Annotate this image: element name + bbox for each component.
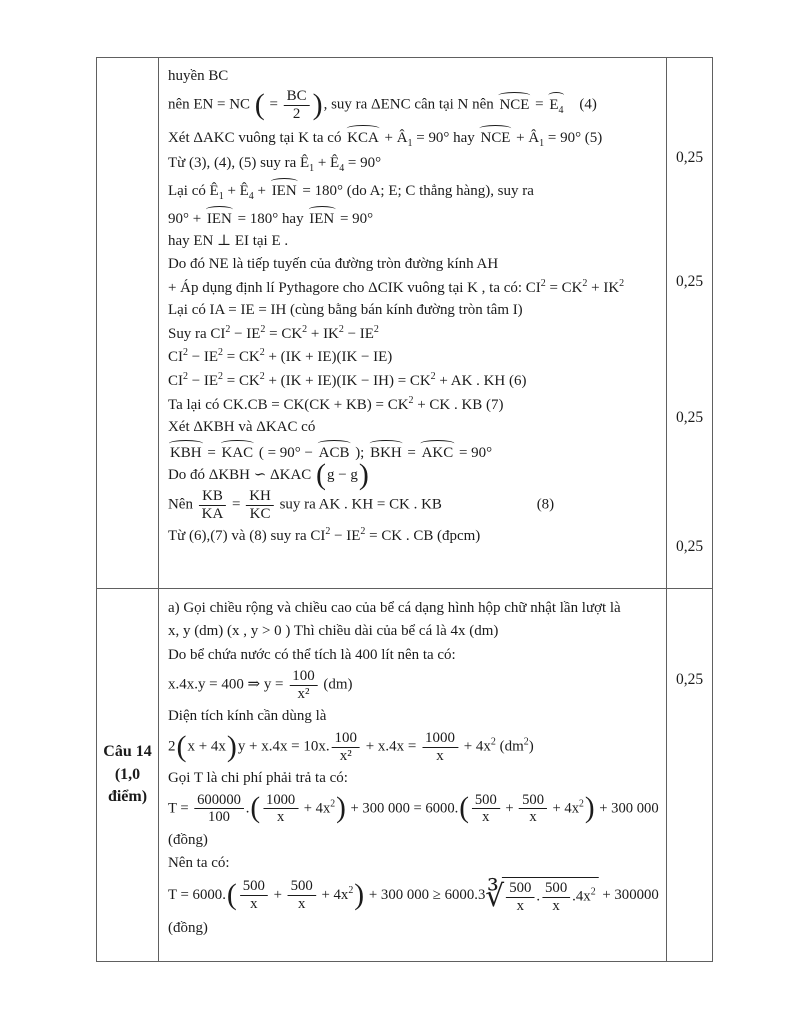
wide-hat-angle: IEN: [307, 206, 336, 229]
wide-hat-angle: KBH: [168, 440, 204, 463]
fraction: $\frac{KH}{KC}$: [244, 488, 276, 523]
math-line: (đồng): [168, 920, 208, 937]
fraction: $\frac{500}{x}$: [286, 878, 318, 913]
wide-hat-angle: KAC: [220, 440, 256, 463]
math-line: $CI^2 - IE^2 = CK^2 + (IK + IE)(IK - IH) = CK^2$ + AK . KH (6): [168, 371, 527, 390]
points-value: 0,25: [675, 149, 704, 166]
question-label-cell-cau14: [97, 589, 159, 961]
question-label: (1,0: [114, 765, 141, 783]
math-line: Xét ΔKBH và ΔKAC có: [168, 419, 316, 436]
wide-hat-angle: NCE: [497, 92, 531, 115]
math-line: nên EN = NC ( = $\frac{BC}{2}$ ), suy ra ΔENC cân tại N nên NCE = $E_4$ (4): [168, 87, 597, 122]
math-line: x, y (dm) (x , y > 0 ) Thì chiều dài của bể cá là 4x (dm): [168, 623, 499, 640]
math-line: Do bể chứa nước có thể tích là 400 lít nên ta có:: [168, 646, 456, 663]
fraction: $\frac{500}{x}$: [238, 878, 270, 913]
math-line: Từ (3), (4), (5) suy ra $Ê_1$ + $Ê_4 = 90^\circ$: [168, 155, 382, 175]
math-line: huyền BC: [168, 67, 229, 84]
math-line: T = 6000.( $\frac{500}{x}$ + $\frac{500}{x}$ + $4x^2) + 300$ 000 ≥ 6000.3∛ $\frac{500}{x}$ . $\frac{500}{x}$ $.4x^2 + 300000$: [168, 878, 659, 914]
points-value: 0,25: [675, 671, 704, 688]
points-cell-cau14: [667, 589, 712, 961]
points-value: 0,25: [675, 538, 704, 555]
math-line: a) Gọi chiều rộng và chiều cao của bể cá dạng hình hộp chữ nhật lần lượt là: [168, 599, 621, 616]
question-label: điểm): [107, 788, 148, 806]
fraction: $\frac{500}{x}$: [504, 880, 536, 915]
math-line: Gọi T là chi phí phải trả ta có:: [168, 770, 348, 787]
math-line: Lại có $Ê_1$ + $Ê_4$ + IEN = 180° (do A; E; C thẳng hàng), suy ra: [168, 178, 659, 203]
wide-hat-angle: ACB: [317, 440, 352, 463]
wide-hat-angle: KCA: [345, 125, 381, 148]
math-line: 2(x + 4x)y + x.4x = 10x. $\frac{100}{\text{x²}}$ + x.4x = $\frac{1000}{x}$ + $4x^2$ $(dm^2)$: [168, 729, 534, 764]
points-cell-cau13: [667, 58, 712, 588]
math-line: Do đó NE là tiếp tuyến của đường tròn đường kính AH: [168, 256, 499, 273]
math-line: Từ (6),(7) và (8) suy ra $CI^2 - IE^2$ = CK . CB (đpcm): [168, 526, 481, 545]
math-line: Do đó ΔKBH ∽ ΔKAC (g − g): [168, 458, 369, 492]
question-label: Câu 14: [103, 743, 152, 761]
cube-root: ∛ $\frac{500}{x}$ . $\frac{500}{x}$ $.4x^2$: [485, 877, 598, 915]
math-line: T = $\frac{600000}{100}$ .( $\frac{1000}{x}$ + $4x^2) + 300$ 000 = 6000.( $\frac{500}{x}$ + $\frac{500}{x}$ + $4x^2) + 300$ 000: [168, 791, 659, 826]
fraction: $\frac{500}{x}$: [470, 792, 502, 827]
fraction: $\frac{500}{x}$: [540, 880, 572, 915]
answer-row-cau13: [97, 58, 712, 589]
math-line: Lại có IA = IE = IH (cùng bằng bán kính đường tròn tâm I): [168, 302, 523, 319]
wide-hat-angle: AKC: [420, 440, 456, 463]
wide-hat-angle: BKH: [368, 440, 404, 463]
fraction: $\frac{100}{\text{x²}}$: [330, 730, 362, 765]
math-line: hay EN ⊥ EI tại E .: [168, 233, 289, 250]
points-value: 0,25: [675, 409, 704, 426]
math-line: Xét ΔAKC vuông tại K ta có KCA + $Â_1 = 90^\circ$ hay NCE + $Â_1 = 90^\circ$ (5): [168, 125, 659, 150]
fraction: $\frac{100}{\text{x²}}$: [287, 668, 319, 703]
fraction: $\frac{500}{x}$: [517, 792, 549, 827]
solution-cell-cau14: [159, 589, 667, 961]
math-line: 90° + IEN = 180° hay IEN = 90°: [168, 206, 659, 229]
math-line: Diện tích kính cần dùng là: [168, 708, 327, 725]
fraction: $\frac{BC}{2}$: [282, 88, 312, 123]
math-line: Ta lại có $CK.CB = CK(CK + KB) = CK^2$ + CK . KB (7): [168, 394, 504, 413]
solution-cell-cau13: [159, 58, 667, 588]
fraction: $\frac{1000}{x}$: [261, 792, 300, 827]
math-line: Nên ta có:: [168, 855, 230, 872]
wide-hat-angle: NCE: [479, 125, 513, 148]
math-line: $CI^2 - IE^2 = CK^2 + (IK + IE)(IK - IE)$: [168, 347, 393, 366]
math-line: Suy ra $CI^2 - IE^2 = CK^2 + IK^2 - IE^2$: [168, 323, 379, 342]
question-label-cell-cau13: [97, 58, 159, 588]
points-value: 0,25: [675, 273, 704, 290]
math-line: x.4x.y = 400 ⇒ y = $\frac{100}{\text{x²}}$ (dm): [168, 668, 353, 703]
fraction: $\frac{1000}{x}$: [420, 730, 460, 765]
wide-hat-angle: $E_4$: [547, 92, 565, 117]
math-line: Nên $\frac{KB}{KA}$ = $\frac{KH}{KC}$ suy ra AK . KH = CK . KB (8): [168, 487, 555, 522]
fraction: $\frac{600000}{100}$: [192, 792, 246, 827]
math-line: (đồng): [168, 831, 208, 848]
fraction: $\frac{KB}{KA}$: [197, 488, 229, 523]
wide-hat-angle: IEN: [270, 178, 299, 201]
math-line: + Áp dụng định lí Pythagore cho ΔCIK vuông tại K , ta có: $CI^2 = CK^2 + IK^2$: [168, 277, 625, 296]
answer-table: [96, 57, 713, 962]
math-line: KBH = KAC ( = 90° − ACB ); BKH = AKC = 90°: [168, 440, 659, 463]
wide-hat-angle: IEN: [205, 206, 234, 229]
answer-row-cau14: [97, 589, 712, 961]
